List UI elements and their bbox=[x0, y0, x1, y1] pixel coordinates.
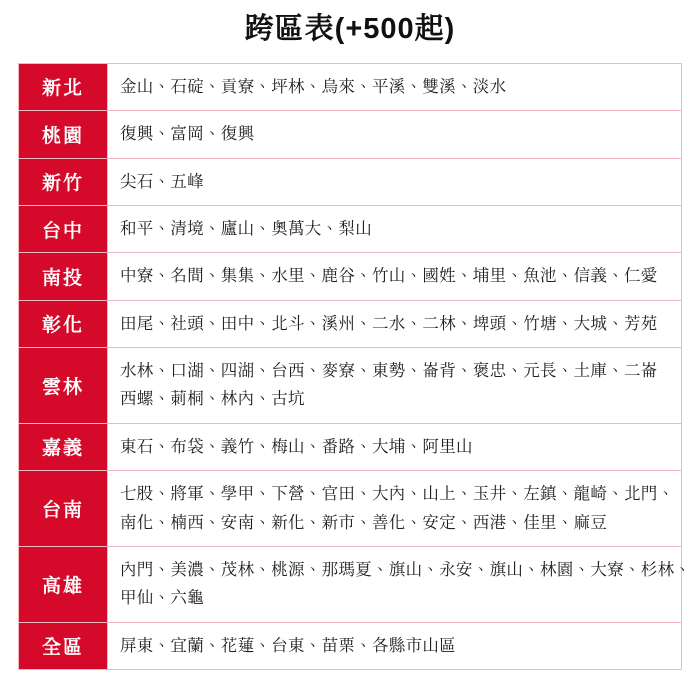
region-label: 雲林 bbox=[19, 348, 108, 424]
zone-table-body bbox=[19, 63, 692, 669]
area-list bbox=[108, 300, 682, 347]
area-line: 南化、楠西、安南、新化、新市、善化、安定、西港、佳里、麻豆 bbox=[120, 513, 608, 532]
region-label: 新北 bbox=[19, 63, 108, 110]
table-row bbox=[19, 253, 682, 300]
area-line: 西螺、莿桐、林內、古坑 bbox=[120, 390, 305, 409]
table-row bbox=[19, 471, 682, 547]
area-list bbox=[108, 348, 682, 424]
area-line: 田尾、社頭、田中、北斗、溪州、二水、二林、埤頭、竹塘、大城、芳苑 bbox=[120, 314, 658, 333]
area-list bbox=[108, 158, 682, 205]
table-row bbox=[19, 111, 682, 158]
table-row bbox=[19, 158, 682, 205]
region-label: 嘉義 bbox=[19, 423, 108, 470]
table-row bbox=[19, 546, 682, 622]
area-list bbox=[108, 63, 682, 110]
area-list bbox=[108, 111, 682, 158]
region-label: 全區 bbox=[19, 622, 108, 669]
area-list bbox=[108, 423, 682, 470]
area-line: 水林、口湖、四湖、台西、麥寮、東勢、崙背、褒忠、元長、土庫、二崙 bbox=[120, 362, 658, 381]
area-list bbox=[108, 622, 682, 669]
area-line: 東石、布袋、義竹、梅山、番路、大埔、阿里山 bbox=[120, 437, 473, 456]
area-list bbox=[108, 205, 682, 252]
area-line: 金山、石碇、貢寮、坪林、烏來、平溪、雙溪、淡水 bbox=[120, 77, 507, 96]
table-row bbox=[19, 348, 682, 424]
region-label: 南投 bbox=[19, 253, 108, 300]
area-line: 中寮、名間、集集、水里、鹿谷、竹山、國姓、埔里、魚池、信義、仁愛 bbox=[120, 267, 658, 286]
region-label: 新竹 bbox=[19, 158, 108, 205]
table-row bbox=[19, 622, 682, 669]
area-list bbox=[108, 253, 682, 300]
table-row bbox=[19, 300, 682, 347]
region-label: 彰化 bbox=[19, 300, 108, 347]
area-line: 屏東、宜蘭、花蓮、台東、苗栗、各縣市山區 bbox=[120, 636, 456, 655]
area-list bbox=[108, 546, 692, 622]
region-label: 台南 bbox=[19, 471, 108, 547]
area-line: 內門、美濃、茂林、桃源、那瑪夏、旗山、永安、旗山、林園、大寮、杉林、 bbox=[120, 560, 692, 579]
zone-table bbox=[18, 63, 692, 670]
table-row bbox=[19, 205, 682, 252]
page-title: 跨區表(+500起) bbox=[244, 13, 456, 45]
area-line: 復興、富岡、復興 bbox=[120, 125, 255, 144]
region-label: 台中 bbox=[19, 205, 108, 252]
table-row bbox=[19, 63, 682, 110]
region-label: 高雄 bbox=[19, 546, 108, 622]
area-list bbox=[108, 471, 682, 547]
table-row bbox=[19, 423, 682, 470]
area-line: 七股、將軍、學甲、下營、官田、大內、山上、玉井、左鎮、龍崎、北門、 bbox=[120, 485, 675, 504]
region-label: 桃園 bbox=[19, 111, 108, 158]
area-line: 和平、清境、廬山、奧萬大、梨山 bbox=[120, 219, 372, 238]
area-line: 尖石、五峰 bbox=[120, 172, 204, 191]
area-line: 甲仙、六龜 bbox=[120, 589, 204, 608]
